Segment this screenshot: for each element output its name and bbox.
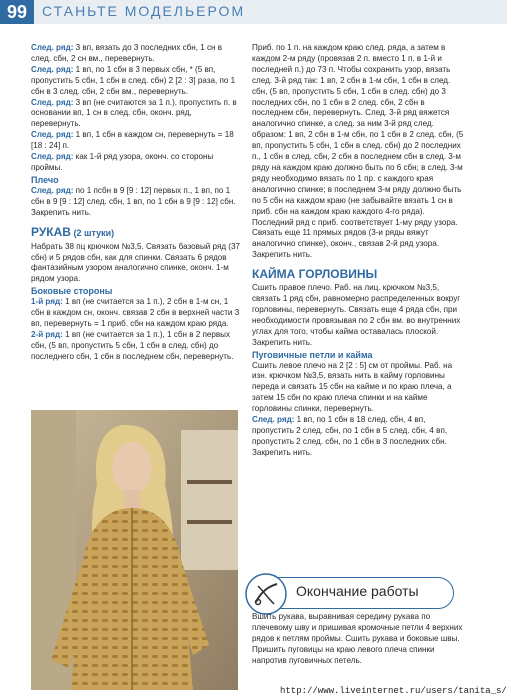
paragraph: Последний ряд с приб. соответствует 1-му ряду узора. Связать еще 11 прямых рядов (3-и ряды вяжут аналогично спинке), оконч., связав 2-й ряд узора. [252, 217, 458, 249]
paragraph: Закрепить нить. [252, 250, 313, 260]
finish-text: Вшить рукава, выравнивая середину рукава по плечевому шву и пришивая кромочные петли 4 верхних рядов к петлям проймы. Сшить рукава и боковые швы. Пришить пуговицы на краю левого плеча спинки напротив пуговичных петель. [252, 612, 463, 665]
page-title: СТАНЬТЕ МОДЕЛЬЕРОМ [42, 3, 246, 19]
collar-heading: КАЙМА ГОРЛОВИНЫ [252, 267, 378, 282]
right-column [252, 43, 464, 459]
finish-heading-box [247, 577, 454, 609]
buttons-row: След. ряд: 1 вп, по 1 сбн в 18 след. сбн, 4 вп, пропустить 2 след. сбн, по 1 сбн в 5 след. сбн, 4 вп, пропустить 2 след. сбн, по 1 сбн в 3 последних сбн. Закрепить нить. [252, 415, 448, 457]
sleeve-text: Набрать 38 пц крючком №3,5. Связать базовый ряд (37 сбн) и 5 рядов сбн, как для спинки. Связать 6 рядов фантазийным узором аналогично спинке, оконч. 1-м рядом узора. [31, 241, 241, 284]
collar-text: Сшить правое плечо. Раб. на лиц. крючком №3,5, связать 1 ряд сбн, равномерно распределенных вокруг горловины, перевернуть. Связать еще 4 ряда сбн, при необходимости провязывая по 2 сбн вм. во внутренних углах для того, чтобы кайма оставалась плоской. Закрепить нить. [252, 283, 461, 347]
sides-row-1: 1-й ряд: 1 вп (не считается за 1 п.), 2 сбн в 1-м сн, 1 сбн в каждом сн, оконч. связав 2 сбн в верхней части 3 вп, перевернуть = 1 приб. сбн на каждом краю ряда. [31, 297, 240, 329]
finish-title: Окончание работы [296, 583, 419, 599]
source-url[interactable]: http://www.liveinternet.ru/users/tanita_s/ [280, 686, 507, 696]
model-photo [31, 410, 238, 690]
shoulder-heading: Плечо [31, 174, 59, 185]
shoulder-row: След. ряд: по 1 псбн в 9 [9 : 12] первых п., 1 вп, по 1 сбн в 9 [9 : 12] след. сбн, 1 вп, по 1 сбн в 9 [9 : 12] сбн. Закрепить нить. [31, 185, 236, 217]
buttons-text: Сшить левое плечо на 2 [2 : 5] см от проймы. Раб. на изн. крючком №3,5, вязать нить в кайму горловины переда и связать 15 сбн на кайме и по краю плеча, а затем 15 сбн по краю плеча спинки и на кайме горловины спинки, перевернуть. [252, 360, 453, 414]
instruction-row: След. ряд: как 1-й ряд узора, оконч. со стороны проймы. [31, 152, 214, 172]
page-number: 99 [0, 0, 34, 24]
sides-row-2: 2-й ряд: 1 вп (не считается за 1 п.), 1 сбн в 2 первых сбн, (5 вп, пропустить 5 сбн, 1 сбн в след. сбн) до последнего сбн, 1 сбн в последнем сбн, перевернуть. [31, 329, 234, 361]
sweater-photo-illustration [31, 410, 238, 690]
left-column [31, 43, 243, 363]
instruction-row: След. ряд: 3 вп (не считаются за 1 п.), пропустить п. в основании вп, 1 сн в след. сбн, оконч. ряд, перевернуть. [31, 97, 237, 129]
buttons-heading: Пуговичные петли и кайма [252, 349, 373, 360]
page-header [0, 0, 507, 24]
sleeve-heading: РУКАВ (2 штуки) [31, 224, 115, 239]
instruction-row: След. ряд: 1 вп, по 1 сбн в 3 первых сбн, * (5 вп, пропустить 5 сбн, 1 сбн в след. сбн) 2 [2 : 3] раза, по 1 сбн в 3 след. сбн, 2 сбн вм., перевернуть. [31, 64, 236, 96]
instruction-row: След. ряд: 1 вп, 1 сбн в каждом сн, перевернуть = 18 [18 : 24] п. [31, 130, 234, 151]
paragraph: Приб. по 1 п. на каждом краю след. ряда, а затем в каждом 2-м ряду (провязав 2 п. вместо 1 п. в 1-й и последней п.) до 73 п. Чтобы сохранить узор, вязать след. 3-й ряд так: 1 вп, 2 сбн в 1-м сбн, 1 сбн в след. сбн, (5 вп, пропустить 5 сбн, 1 сбн в след. сбн) до 3 последних сбн, по 1 сбн в 2 след. сбн, 2 сбн в последнем сбн, перевернуть. След. 3-й ряд вяжется аналогично спинке, а след. за ним 3-й ряд след. образом: 1 вп, 2 сбн в 1-м сбн, по 1 сбн в 2 след. сбн, (5 вп, пропустить 5 сбн, 1 сбн в след. сбн) до 2 последних п., 1 сбн в след. сбн, 2 сбн в последнем сбн в след. 3-м ряду на каждом краю должно быть по 6 сбн; в след. 3-м ряду необходимо вязать по 1 пр. с каждого края аналогично спинке; в последнем 3-м ряду должно быть по 5 сбн на каждом краю (не забывайте вязать 1 сн в приб. сбн на каждом краю каждого 4-го ряда). [252, 43, 464, 216]
sides-heading: Боковые стороны [31, 286, 113, 297]
instruction-row: След. ряд: 3 вп, вязать до 3 последних сбн, 1 сн в след. сбн, 2 сн вм., перевернуть. [31, 43, 223, 63]
